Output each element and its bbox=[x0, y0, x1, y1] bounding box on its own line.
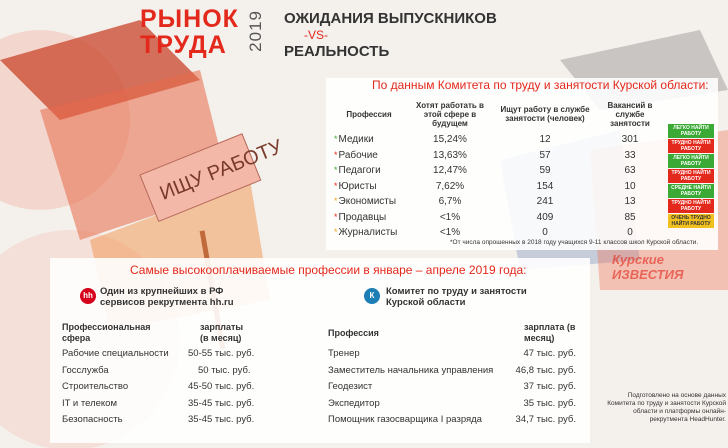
title-block bbox=[140, 6, 239, 58]
hh-col-sphere: Профессиональная сфера bbox=[62, 322, 151, 343]
list-item: Помощник газосварщика I разряда bbox=[328, 414, 482, 425]
list-item: Экспедитор bbox=[328, 397, 380, 409]
komitet-salaries bbox=[512, 346, 576, 429]
komitet-col-profession: Профессия bbox=[328, 328, 379, 338]
difficulty-tags bbox=[668, 124, 714, 229]
list-item: Рабочие специальности bbox=[62, 348, 169, 359]
header-profession: Профессия bbox=[346, 109, 392, 119]
tag-hard: ТРУДНО НАЙТИ РАБОТУ bbox=[668, 169, 714, 183]
table-row: *Рабочие 13,63% 57 33 bbox=[334, 149, 636, 161]
title-line-1: РЫНОК bbox=[140, 5, 239, 33]
credit-note: Подготовлено на основе данных Комитета по труду и занятости Курской области и платформы онлайн-рекрутмента HeadHunter. bbox=[607, 392, 726, 423]
list-item: IT и телеком bbox=[62, 397, 117, 409]
komitet-logo-icon: К bbox=[364, 288, 380, 304]
komitet-source-label: Комитет по труду и занятости Курской области bbox=[386, 286, 527, 308]
subtitle-vs: -VS- bbox=[304, 28, 328, 42]
sign-text: ИЩУ РАБОТУ bbox=[156, 135, 286, 205]
hh-source-label: Один из крупнейших в РФ сервисов рекрутмента hh.ru bbox=[100, 286, 234, 308]
tag-hard: ТРУДНО НАЙТИ РАБОТУ bbox=[668, 139, 714, 153]
table-row: *Экономисты 6,7% 241 13 bbox=[334, 196, 636, 208]
survey-table bbox=[330, 96, 662, 241]
table-row: *Медики 15,24% 12 301 bbox=[334, 134, 639, 146]
tag-hard: ТРУДНО НАЙТИ РАБОТУ bbox=[668, 199, 714, 213]
hh-logo-icon: hh bbox=[80, 288, 96, 304]
tag-medium: СРЕДНЕ НАЙТИ РАБОТУ bbox=[668, 184, 714, 198]
watermark: Курские ИЗВЕСТИЯ bbox=[612, 252, 684, 282]
header-vacancies: Вакансий в службе занятости bbox=[607, 100, 653, 128]
list-item: Тренер bbox=[328, 348, 360, 359]
list-item: Строительство bbox=[62, 381, 129, 392]
komitet-professions bbox=[328, 346, 493, 429]
header-want-to-work: Хотят работать в этой сфере в будущем bbox=[416, 100, 484, 128]
header-seeking-work: Ищут работу в службе занятости (человек) bbox=[500, 105, 590, 123]
survey-footnote: *От числа опрошенных в 2018 году учащихся 9-11 классов школ Курской области. bbox=[450, 239, 699, 246]
list-item: 35 тыс. руб. bbox=[523, 397, 576, 409]
table-row: *Педагоги 12,47% 59 63 bbox=[334, 165, 636, 177]
hh-spheres bbox=[62, 346, 169, 429]
subtitle-expectations: ОЖИДАНИЯ ВЫПУСКНИКОВ bbox=[284, 10, 497, 27]
tag-very-hard: ОЧЕНЬ ТРУДНО НАЙТИ РАБОТУ bbox=[668, 214, 714, 228]
title-line-2: ТРУДА bbox=[140, 31, 227, 59]
hh-salaries bbox=[188, 346, 254, 429]
table-row: *Продавцы <1% 409 85 bbox=[334, 211, 636, 223]
list-item: 37 тыс. руб. bbox=[523, 381, 576, 392]
list-item: 34,7 тыс. руб. bbox=[515, 414, 576, 425]
tag-easy: ЛЕГКО НАЙТИ РАБОТУ bbox=[668, 124, 714, 138]
salary-title: Самые высокооплачиваемые профессии в январе – апреле 2019 года: bbox=[130, 263, 527, 277]
title-year: 2019 bbox=[246, 10, 265, 52]
list-item: 35-45 тыс. руб. bbox=[188, 414, 255, 425]
list-item: Безопасность bbox=[62, 414, 123, 425]
list-item: 50 тыс. руб. bbox=[198, 364, 251, 376]
table-row: *Юристы 7,62% 154 10 bbox=[334, 180, 636, 192]
komitet-col-salary: зарплата (в месяц) bbox=[524, 322, 576, 343]
hh-col-salary: зарплаты (в месяц) bbox=[200, 322, 244, 343]
subtitle-reality: РЕАЛЬНОСТЬ bbox=[284, 43, 390, 60]
list-item: 45-50 тыс. руб. bbox=[188, 381, 255, 392]
list-item: Заместитель начальника управления bbox=[328, 364, 494, 376]
list-item: Геодезист bbox=[328, 381, 373, 392]
list-item: 35-45 тыс. руб. bbox=[188, 397, 255, 409]
survey-title: По данным Комитета по труду и занятости Курской области: bbox=[372, 78, 709, 92]
list-item: 50-55 тыс. руб. bbox=[188, 348, 255, 359]
table-row: *Журналисты <1% 0 0 bbox=[334, 227, 633, 239]
list-item: 46,8 тыс. руб. bbox=[515, 364, 576, 376]
list-item: Госслужба bbox=[62, 364, 109, 376]
subtitle-block bbox=[284, 10, 497, 60]
tag-easy: ЛЕГКО НАЙТИ РАБОТУ bbox=[668, 154, 714, 168]
list-item: 47 тыс. руб. bbox=[523, 348, 576, 359]
